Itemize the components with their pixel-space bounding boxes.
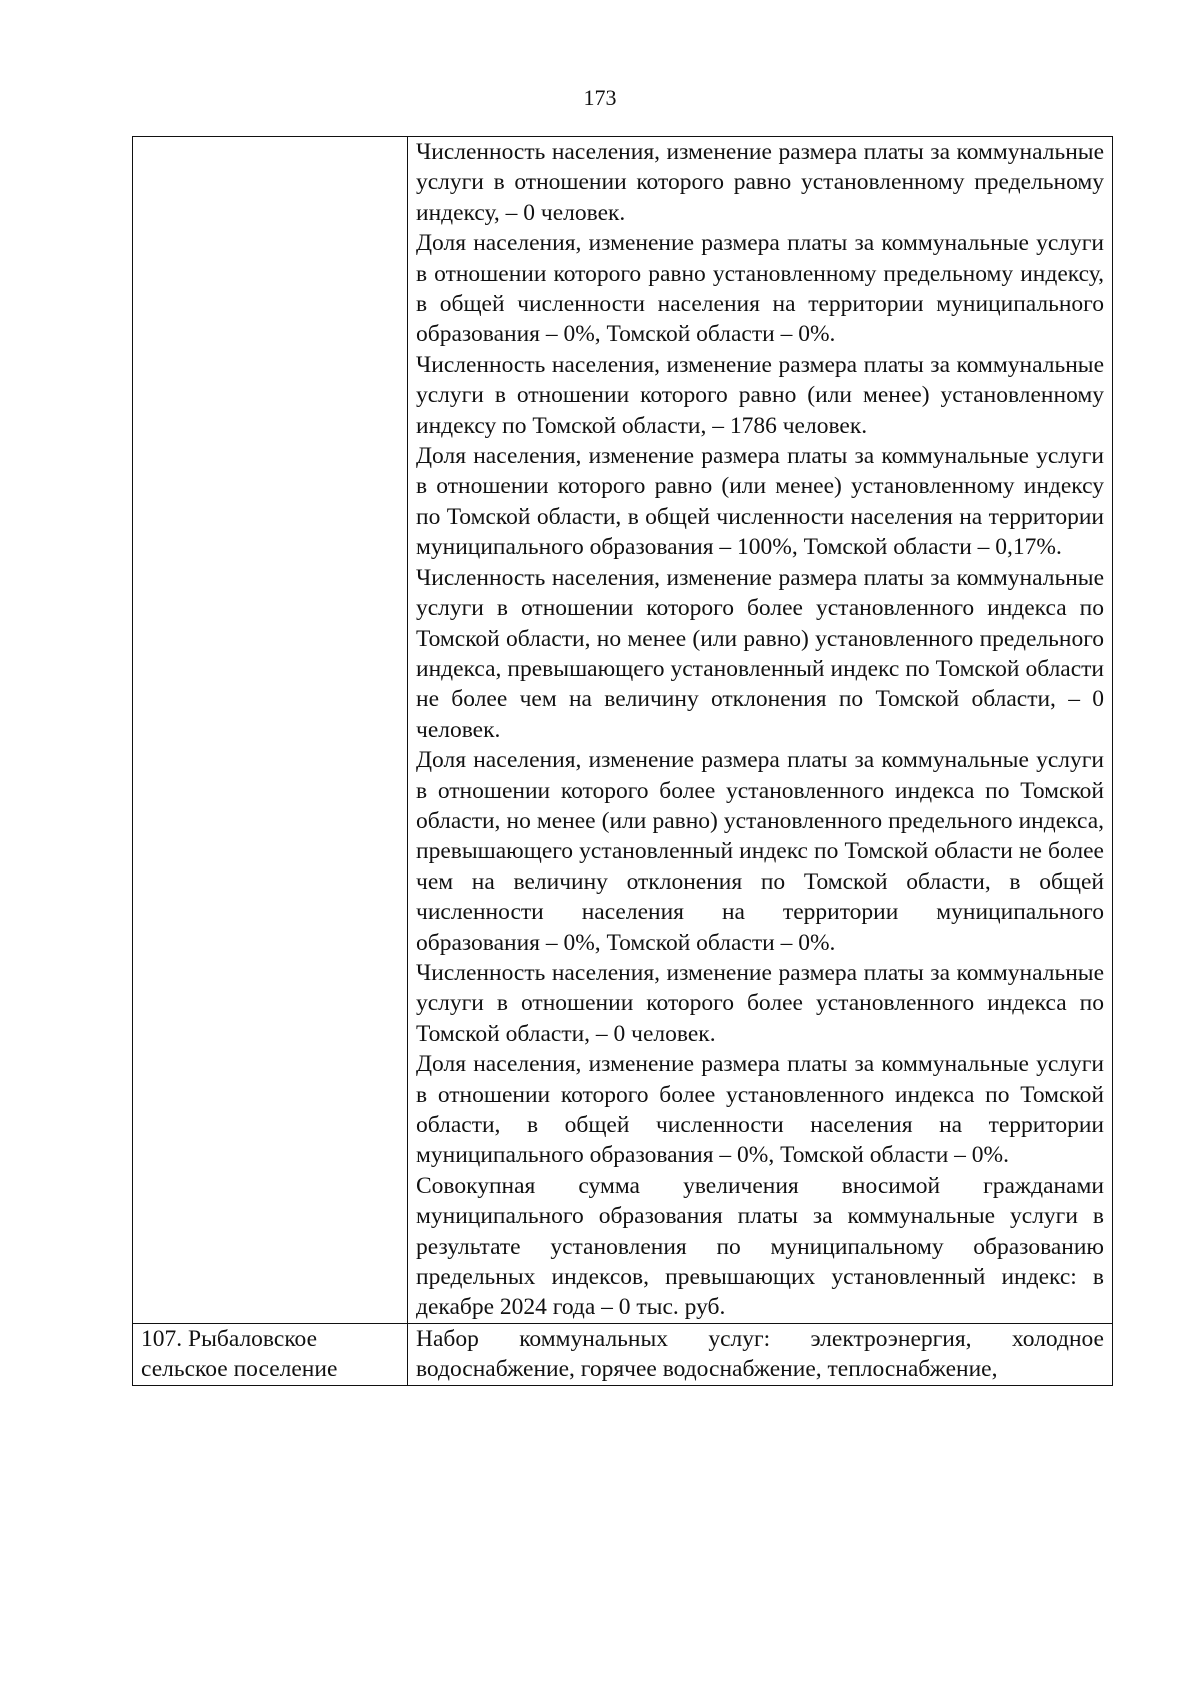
indicators-cell [408, 1323, 1113, 1385]
indicator-paragraph: Доля населения, изменение размера платы за коммунальные услуги в отношении которого равно установленному предельному индексу, в общей численности населения на территории муниципального образования – 0%, Томской области – 0%. [416, 230, 1104, 348]
municipality-cell [133, 137, 408, 1324]
indicator-paragraph: Доля населения, изменение размера платы за коммунальные услуги в отношении которого равно (или менее) установленному индексу по Томской области, в общей численности населения на территории муниципального образования – 100%, Томской области – 0,17%. [416, 443, 1104, 561]
table-row [133, 137, 1113, 1324]
indicator-paragraph: Доля населения, изменение размера платы за коммунальные услуги в отношении которого более установленного индекса по Томской области, но менее (или равно) установленного предельного индекса, превышающего установленный индекс по Томской области не более чем на величину отклонения по Томской области, в общей численности населения на территории муниципального образования – 0%, Томской области – 0%. [416, 747, 1104, 956]
indicator-paragraph: Численность населения, изменение размера платы за коммунальные услуги в отношении которого более установленного индекса по Томской области, но менее (или равно) установленного предельного индекса, превышающего установленный индекс по Томской области не более чем на величину отклонения по Томской области, – 0 человек. [416, 564, 1104, 743]
indicator-paragraph: Численность населения, изменение размера платы за коммунальные услуги в отношении которого равно (или менее) установленному индексу по Томской области, – 1786 человек. [416, 351, 1104, 439]
document-table [132, 136, 1113, 1386]
page-number: 173 [583, 85, 617, 110]
table-row [133, 1323, 1113, 1385]
indicator-paragraph: Набор коммунальных услуг: электроэнергия, холодное водоснабжение, горячее водоснабжение, теплоснабжение, [416, 1325, 1104, 1383]
municipality-name: 107. Рыбаловское сельское поселение [141, 1325, 338, 1383]
municipality-cell [133, 1323, 408, 1385]
indicators-cell [408, 137, 1113, 1324]
indicator-paragraph: Совокупная сумма увеличения вносимой гражданами муниципального образования платы за коммунальные услуги в результате установления по муниципальному образованию предельных индексов, превышающих установленный индекс: в декабре 2024 года – 0 тыс. руб. [416, 1172, 1104, 1321]
indicator-paragraph: Доля населения, изменение размера платы за коммунальные услуги в отношении которого более установленного индекса по Томской области, в общей численности населения на территории муниципального образования – 0%, Томской области – 0%. [416, 1051, 1104, 1169]
indicator-paragraph: Численность населения, изменение размера платы за коммунальные услуги в отношении которого более установленного индекса по Томской области, – 0 человек. [416, 959, 1104, 1047]
indicator-paragraph: Численность населения, изменение размера платы за коммунальные услуги в отношении которого равно установленному предельному индексу, – 0 человек. [416, 139, 1104, 226]
